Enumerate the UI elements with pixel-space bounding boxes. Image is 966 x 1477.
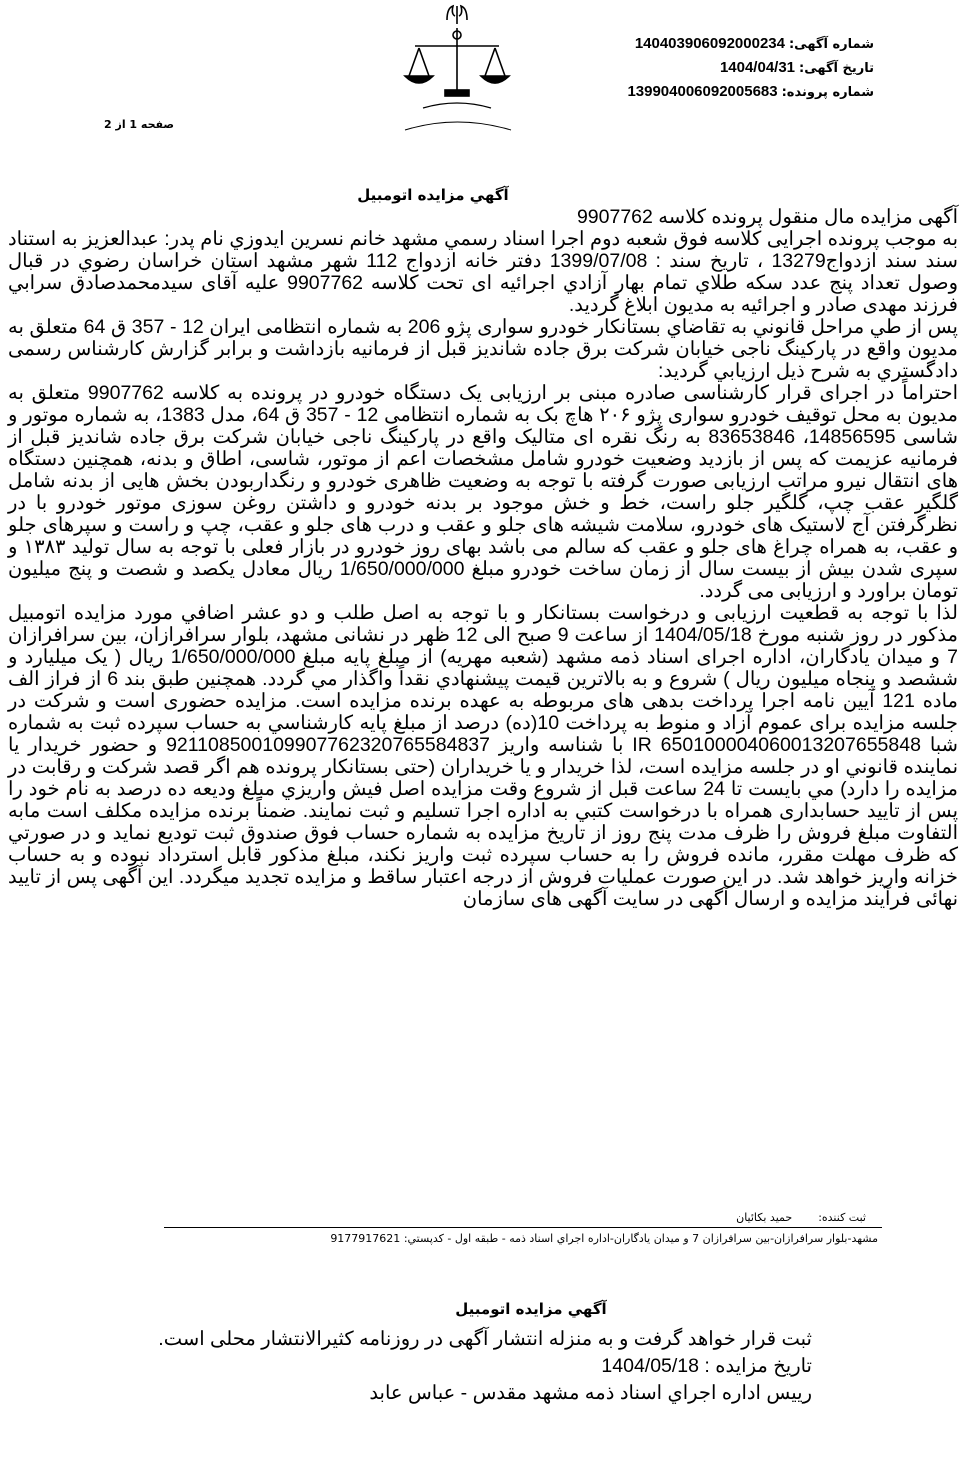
paragraph-auction-terms: لذا با توجه به قطعيت ارزيابی و درخواست بستانكار و با توجه به اصل طلب و دو عشر اضافي مورد مزايده اتومبيل مذكور در روز شنبه مورخ 1404/05/18 از ساعت 9 صبح الی 12 ظهر در نشانی مشهد، بلوار سرافرازان، بين سرافرازان 7 و ميدان يادگاران، اداره اجرای اسناد ذمه مشهد (شعبه مهريه) از مبلغ پايه مبلغ 1/650/000/000 ريال ( يک ميليارد و ششصد و پنجاه ميليون ريال ) شروع و به بالاترين قيمت پيشنهادي نقداً واگذار مي گردد. همچنين طبق بند 6 از فراز الف ماده 121 آيين نامه اجرا پرداخت بدهی های مربوطه به عهده برنده مزايده است. مزايده حضوری است و شركت در جلسه مزايده برای عموم آزاد و منوط به پرداخت 10(ده) درصد از مبلغ پايه كارشناسي به حساب سپرده ثبت به شماره شبا IR 650100004060013207655848 با شناسه واريز 921108500109907762320765584837 و حضور خريدار يا نماينده قانوني او در جلسه مزايده است، لذا خريدار و يا خريداران (حتی بستانكار پرونده هم اگر قصد شركت و رقابت در مزايده را دارد) مي بايست تا 24 ساعت قبل از شروع وقت مزايده اصل فيش واريزي مبلغ وديعه ده درصد به نام خود را پس از تاييد حسابداری همراه با درخواست كتبي به اداره اجرا تسليم و ثبت نمايند. ضمناً برنده مزايده مكلف است مابه التفاوت مبلغ فروش را ظرف مدت پنج روز از تاريخ مزايده به شماره حساب فوق صندوق ثبت توديع نمايد و در صورتي كه ظرف مهلت مقرر، مانده فروش را به حساب سپرده ثبت واريز نكند، مبلغ مذكور قابل استرداد نبوده و به حساب خزانه واريز خواهد شد. در اين صورت عمليات فروش از درجه اعتبار ساقط و مزايده تجديد ميگردد. اين آگهی پس از تاييد نهائی فرآيند مزايده و ارسال آگهی در سايت آگهی های سازمان	[8, 602, 959, 910]
notice-date-row	[627, 56, 874, 80]
case-number-label: شماره پرونده:	[781, 85, 874, 100]
notice-meta	[627, 32, 874, 104]
notice-date: 1404/04/31	[719, 59, 796, 76]
page2-title: آگهي مزايده اتومبيل	[455, 1300, 607, 1318]
office-address	[330, 1232, 878, 1245]
paragraph-seizure: پس از طي مراحل قانوني به تقاضاي بستانكار خودرو سواری پژو 206 به شماره انتظامی ايران 12 - 357 ق 64 متعلق به مديون واقع در پاركينگ ناجی خيابان شركت برق جاده شانديز قبل از فرمانيه بازداشت و برابر گزارش كارشناس رسمی دادگستري به شرح ذيل ارزيابي گرديد:	[8, 316, 958, 382]
notice-number: 140403906092000234	[634, 35, 785, 52]
closing-line-publication: ثبت قرار خواهد گرفت و به منزله انتشار آگهی در روزنامه كثيرالانتشار محلی است.	[158, 1328, 812, 1350]
case-number-row	[627, 80, 874, 104]
paragraph-expert-appraisal: احتراماً در اجرای قرار كارشناسی صادره مبنی بر ارزيابی يک دستگاه خودرو در پرونده به كلاسه 9907762 متعلق به مديون به محل توقيف خودرو سواری پژو ۲۰۶ هاچ بک به شماره انتظامی 12 - 357 ق 64، مدل 1383، به شماره موتور و شاسی 14856595، 83653846 به رنگ نقره ای متاليک واقع در پاركينگ ناجی خيابان شركت برق جاده شانديز قبل از فرمانيه عزيمت كه پس از بازديد وضعيت خودرو شامل مشخصات اعم از موتور، شاسی، اطاق و بدنه، همچنين دستگاه های انتقال نيرو مراتب ارزيابی صورت گرفته با توجه به وضعيت ظاهری خودرو و رنگداربودن بخش هايی از بدنه شامل گلگير عقب چپ، گلگير جلو راست، خط و خش موجود بر بدنه خودرو و داشتن روغن سوزی موتور خودرو با در نظرگرفتن آج لاستيک های خودرو، سلامت شيشه های جلو و عقب و درب های جلو و عقب، چپ و راست و سپرهای جلو و عقب، به همراه چراغ های جلو و عقب كه سالم می باشد بهای روز خودرو در بازار فعلی با توجه به سال توليد ۱۳۸۳ و سپری شدن بيش از بيست سال از زمان ساخت خودرو مبلغ 1/650/000/000 ريال معادل يكصد و شصت و پنج ميليون تومان براورد و ارزيابی می گردد.	[8, 382, 958, 602]
document-body	[8, 206, 958, 910]
paragraph-case-title: آگهی مزايده مال منقول پرونده كلاسه 9907762	[576, 206, 958, 228]
document-header	[0, 0, 966, 170]
footer-divider	[164, 1227, 882, 1228]
address-text: مشهد-بلوار سرافرازان-بين سرافرازان 7 و ميدان يادگاران-اداره اجراي اسناد ذمه - طبقه اول - كدپستي:	[403, 1232, 878, 1245]
registrar-name: حميد بكائيان	[736, 1211, 793, 1224]
notice-number-row	[627, 32, 874, 56]
paragraph-case-background: به موجب پرونده اجرايی كلاسه فوق شعبه دوم اجرا اسناد رسمي مشهد خانم نسرين ايدوزي نام پدر: عبدالعزيز به استناد سند سند ازدواج13279 ، تاريخ سند : 1399/07/08 دفتر خانه ازدواج 112 شهر مشهد استان خراسان رضوي در قبال وصول تعداد پنج عدد سكه طلاي تمام بهار آزادي اجرائيه ای تحت كلاسه 9907762 عليه آقای سيدمحمدصادق سرابي فرزند مهدی صادر و اجرائيه به مديون ابلاغ گرديد.	[8, 228, 958, 316]
page2-closing	[158, 1326, 812, 1407]
page-indicator: صفحه 1 از 2	[104, 118, 175, 131]
document-title: آگهي مزايده اتومبيل	[357, 186, 509, 204]
postal-code: 9177917621	[330, 1232, 401, 1245]
case-number: 139904006092005683	[627, 83, 778, 100]
registrar-line	[736, 1211, 866, 1224]
closing-line-auction-date: تاريخ مزايده : 1404/05/18	[601, 1355, 812, 1377]
judiciary-emblem-logo	[395, 2, 520, 142]
registrar-label: ثبت كننده:	[818, 1211, 866, 1224]
notice-number-label: شماره آگهی:	[788, 37, 874, 52]
closing-line-signatory: رييس اداره اجراي اسناد ذمه مشهد مقدس - عباس عابد	[369, 1382, 812, 1404]
notice-date-label: تاریخ آگهی:	[799, 61, 874, 76]
